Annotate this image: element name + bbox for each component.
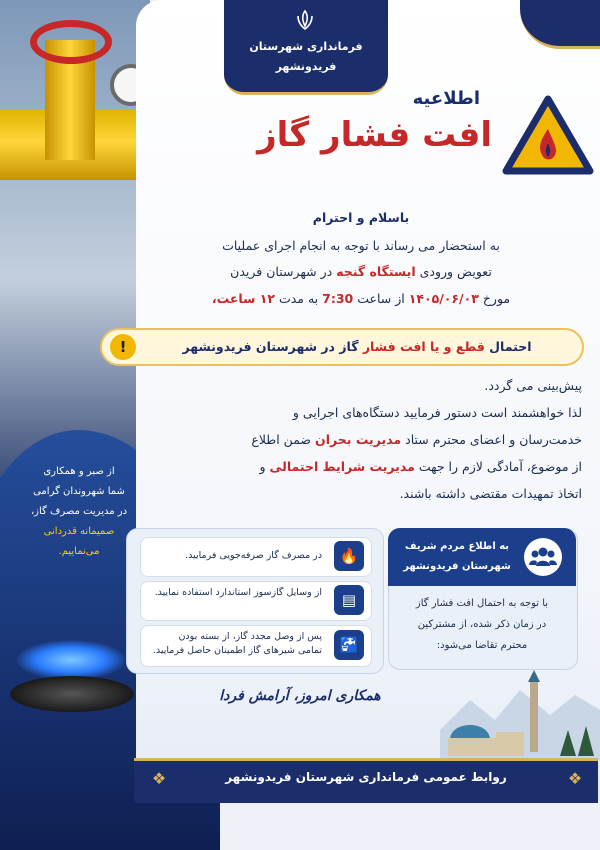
- warning-flame-icon: [502, 95, 594, 177]
- para-highlight: مدیریت بحران: [315, 432, 402, 447]
- para-line: پیش‌بینی می گردد.: [484, 378, 582, 393]
- event-date: ۱۴۰۵/۰۶/۰۳: [408, 291, 479, 306]
- gas-burner-image: [10, 676, 134, 712]
- side-message-line: از صبر و همکاری: [43, 466, 115, 477]
- slogan: همکاری امروز، آرامش فردا: [219, 688, 381, 704]
- body-text: به مدت: [278, 291, 319, 306]
- body-line: [140, 264, 582, 279]
- para-line: [140, 432, 582, 447]
- body-line: به استحضار می رساند با توجه به انجام اجرای عملیات: [222, 238, 500, 253]
- para-text: ضمن اطلاع: [251, 432, 312, 447]
- flame-icon: 🔥: [334, 541, 364, 571]
- info-header-line1: به اطلاع مردم شریف: [404, 541, 510, 552]
- tip-text: از وسایل گازسوز استاندارد استفاده نمایید.: [154, 587, 322, 598]
- emblem-icon: [293, 8, 317, 32]
- body-text: در شهرستان فریدن: [230, 264, 333, 279]
- header-title-line2: فریدونشهر: [275, 60, 337, 73]
- event-duration: ۱۲ ساعت،: [211, 291, 275, 306]
- info-line: محترم تقاضا می‌شود:: [436, 640, 528, 651]
- ornament-icon: ❖: [151, 769, 167, 788]
- exclamation-icon: !: [110, 334, 136, 360]
- info-header-line2: شهرستان فریدونشهر: [403, 561, 511, 572]
- para-line: [140, 459, 582, 474]
- alert-text-part: گاز در شهرستان فریدونشهر: [182, 339, 359, 354]
- side-message-line: صمیمانه قدردانی: [43, 526, 115, 537]
- announcement-label: اطلاعیه: [412, 88, 480, 109]
- body-text: تعویض ورودی: [419, 264, 492, 279]
- body-text: از ساعت: [357, 291, 405, 306]
- body-line: [140, 291, 582, 306]
- gas-valve-icon: 🚰: [334, 630, 364, 660]
- info-line: در زمان ذکر شده، از مشترکین: [417, 619, 547, 630]
- gas-flame-icon: [16, 640, 126, 680]
- para-highlight: مدیریت شرایط احتمالی: [269, 459, 415, 474]
- para-line: اتخاذ تمهیدات مقتضی داشته باشند.: [399, 486, 582, 501]
- gas-stove-icon: ▤: [334, 585, 364, 615]
- side-message-line: شما شهروندان گرامی: [33, 486, 125, 497]
- page-title: افت فشار گاز: [257, 115, 492, 155]
- info-line: با توجه به احتمال افت فشار گاز: [415, 598, 549, 609]
- people-group-svg: [524, 538, 562, 576]
- skyline-svg: [440, 660, 600, 760]
- ornament-icon: ❖: [567, 769, 583, 788]
- station-name: ایستگاه گنجه: [336, 264, 416, 279]
- mosque-skyline-image: [440, 660, 600, 760]
- valve-wheel-icon: [30, 20, 112, 64]
- para-text: از موضوع، آمادگی لازم را جهت: [418, 459, 582, 474]
- tip-text: در مصرف گاز صرفه‌جویی فرمایید.: [185, 550, 322, 561]
- body-text: مورخ: [482, 291, 511, 306]
- warning-triangle-svg: [502, 95, 594, 177]
- para-line: لذا خواهشمند است دستور فرمایید دستگاه‌های اجرایی و: [292, 405, 582, 420]
- greeting: باسلام و احترام: [312, 210, 410, 225]
- alert-text-part: احتمال: [489, 339, 532, 354]
- side-message-line: در مدیریت مصرف گاز،: [30, 506, 128, 517]
- tip-text: پس از وصل مجدد گاز، از بسته بودن تمامی شیرهای گاز اطمینان حاصل فرمایید.: [152, 631, 322, 656]
- header-title-line1: فرمانداری شهرستان: [249, 40, 363, 53]
- para-text: خدمت‌رسان و اعضای محترم ستاد: [405, 432, 582, 447]
- alert-highlight: قطع و یا افت فشار: [362, 339, 485, 354]
- footer-text: روابط عمومی فرمانداری شهرستان فریدونشهر: [225, 770, 507, 784]
- event-time: 7:30: [322, 291, 354, 306]
- side-message-line: می‌نماییم.: [58, 546, 100, 557]
- para-text: و: [259, 459, 266, 474]
- people-group-icon: [524, 538, 562, 576]
- emblem-icon-svg: [293, 8, 317, 32]
- alert-text: [140, 339, 574, 354]
